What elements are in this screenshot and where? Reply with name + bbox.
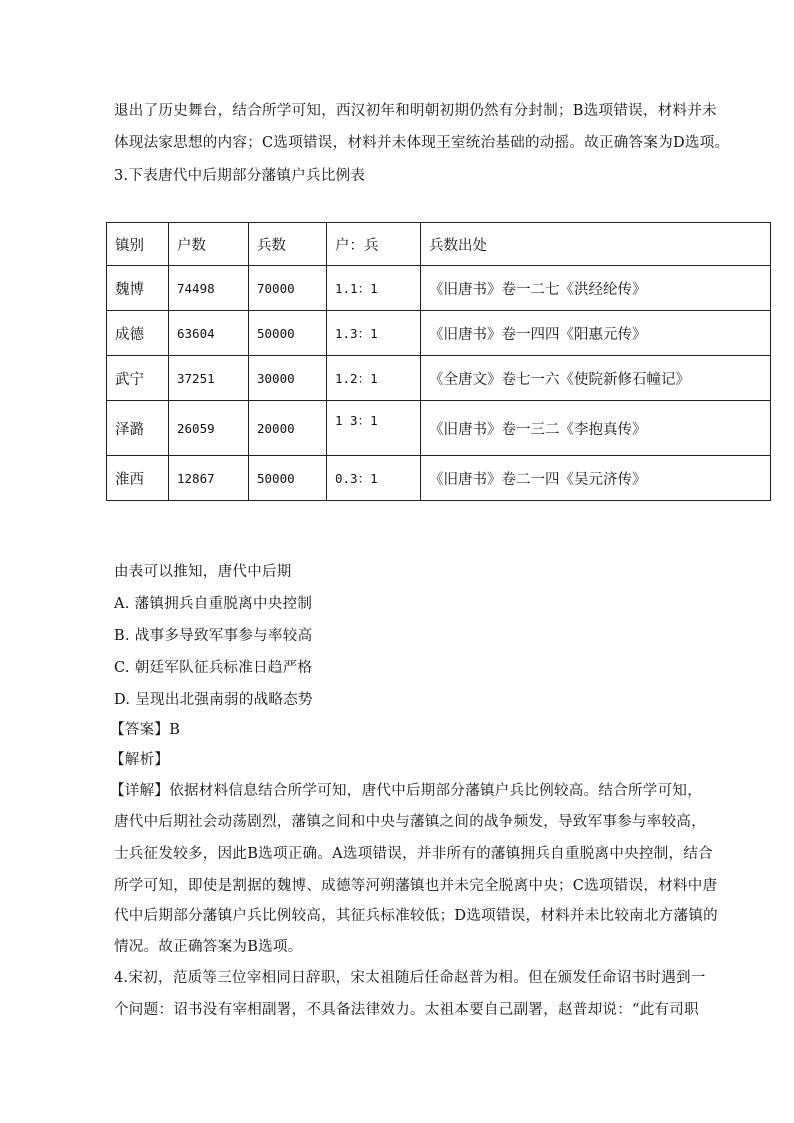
option-b: B. 战事多导致军事参与率较高 — [114, 628, 313, 644]
table-cell: 1.1：1 — [327, 266, 421, 311]
table-cell: 《旧唐书》卷一三二《李抱真传》 — [421, 401, 771, 456]
table-cell: 淮西 — [107, 456, 169, 501]
table-cell: 《旧唐书》卷二一四《吴元济传》 — [421, 456, 771, 501]
table-cell: 1.3：1 — [327, 311, 421, 356]
table-cell: 《全唐文》卷七一六《使院新修石幢记》 — [421, 356, 771, 401]
table-row — [107, 356, 771, 401]
table-row — [107, 311, 771, 356]
table-cell: 1.2：1 — [327, 356, 421, 401]
question-3-title: 3.下表唐代中后期部分藩镇户兵比例表 — [114, 168, 366, 184]
table-cell: 37251 — [169, 356, 249, 401]
table-cell: 0.3：1 — [327, 456, 421, 501]
table-cell: 成德 — [107, 311, 169, 356]
table-cell: 1 3：1 — [327, 401, 421, 456]
table-cell: 《旧唐书》卷一四四《阳惠元传》 — [421, 311, 771, 356]
option-a: A. 藩镇拥兵自重脱离中央控制 — [114, 596, 313, 612]
table-cell: 50000 — [249, 311, 327, 356]
table-cell: 12867 — [169, 456, 249, 501]
table-cell: 泽潞 — [107, 401, 169, 456]
table-cell: 63604 — [169, 311, 249, 356]
table-row — [107, 456, 771, 501]
explanation-line: 所学可知，即使是割据的魏博、成德等河朔藩镇也并未完全脱离中央；C选项错误，材料中唐 — [114, 878, 718, 894]
analysis-label: 【解析】 — [110, 752, 170, 768]
answer-label: 【答案】B — [110, 722, 181, 738]
explanation-line: 情况。故正确答案为B选项。 — [114, 939, 303, 955]
table-cell: 26059 — [169, 401, 249, 456]
option-c: C. 朝廷军队征兵标准日趋严格 — [114, 660, 313, 676]
explanation-line: 代中后期部分藩镇户兵比例较高，其征兵标准较低；D选项错误，材料并未比较南北方藩镇的 — [114, 908, 718, 924]
table-header-cell: 镇别 — [107, 223, 169, 266]
table-cell: 50000 — [249, 456, 327, 501]
table-cell: 《旧唐书》卷一二七《洪经纶传》 — [421, 266, 771, 311]
table-header-cell: 户数 — [169, 223, 249, 266]
household-soldier-ratio-table — [106, 222, 771, 501]
table-cell: 30000 — [249, 356, 327, 401]
explanation-line: 【详解】依据材料信息结合所学可知，唐代中后期部分藩镇户兵比例较高。结合所学可知， — [110, 783, 702, 799]
paragraph-line: 体现法家思想的内容；C选项错误，材料并未体现王室统治基础的动摇。故正确答案为D选项。 — [114, 135, 730, 151]
question-stem: 由表可以推知，唐代中后期 — [114, 564, 292, 580]
option-d: D. 呈现出北强南弱的战略态势 — [114, 692, 313, 708]
table-cell: 74498 — [169, 266, 249, 311]
table-header-cell: 兵数 — [249, 223, 327, 266]
explanation-line: 士兵征发较多，因此B选项正确。A选项错误，并非所有的藩镇拥兵自重脱离中央控制，结合 — [114, 846, 713, 862]
table-header-cell: 兵数出处 — [421, 223, 771, 266]
explanation-line: 唐代中后期社会动荡剧烈，藩镇之间和中央与藩镇之间的战争频发，导致军事参与率较高， — [114, 814, 706, 830]
table-cell: 武宁 — [107, 356, 169, 401]
table-header-row — [107, 223, 771, 266]
table-cell: 70000 — [249, 266, 327, 311]
table-row — [107, 401, 771, 456]
table-row — [107, 266, 771, 311]
table-header-cell: 户：兵 — [327, 223, 421, 266]
question-4-line: 个问题：诏书没有宰相副署，不具备法律效力。太祖本要自己副署，赵普却说：“此有司职 — [114, 1002, 699, 1018]
question-4-line: 4.宋初，范质等三位宰相同日辞职，宋太祖随后任命赵普为相。但在颁发任命诏书时遇到一 — [114, 970, 706, 986]
table-cell: 20000 — [249, 401, 327, 456]
table-cell: 魏博 — [107, 266, 169, 311]
paragraph-line: 退出了历史舞台，结合所学可知，西汉初年和明朝初期仍然有分封制；B选项错误，材料并未 — [114, 103, 717, 119]
